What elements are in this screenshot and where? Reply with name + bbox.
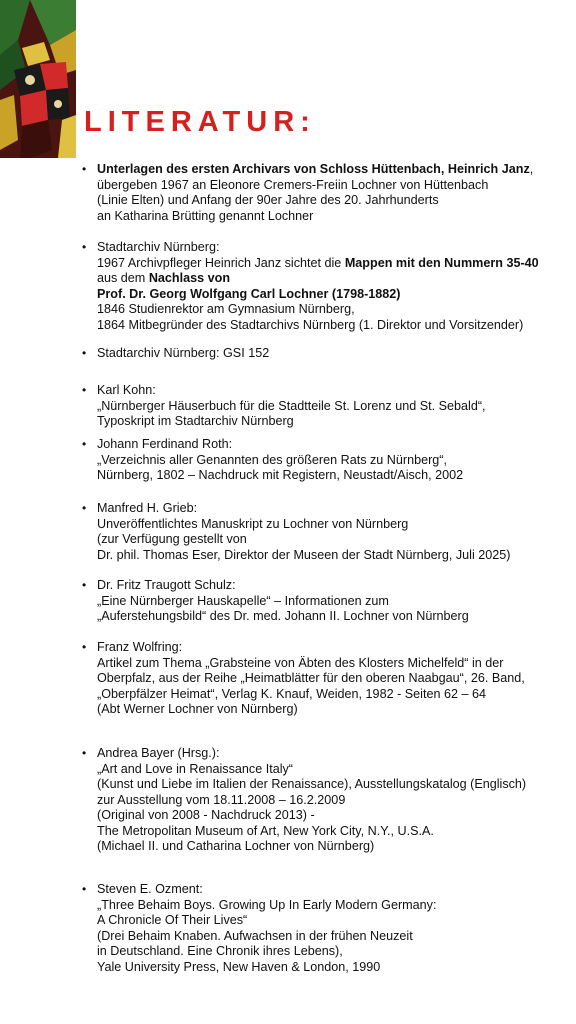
literature-entry [82, 240, 562, 333]
entry-text: Stadtarchiv Nürnberg: GSI 152 [97, 346, 270, 360]
entry-text: Artikel zum Thema „Grabsteine von Äbten des Klosters Michelfeld“ in der [97, 655, 504, 670]
entry-text: Johann Ferdinand Roth: [97, 437, 233, 451]
entry-text: (Michael II. und Catharina Lochner von Nürnberg) [97, 839, 375, 853]
entry-line [97, 808, 562, 824]
entry-line [97, 746, 562, 762]
entry-text: Steven E. Ozment: [97, 882, 203, 896]
entry-text: Franz Wolfring: [97, 640, 183, 654]
entry-line [97, 671, 562, 687]
literature-entry [82, 882, 562, 975]
entry-line [97, 162, 562, 178]
entry-text: The Metropolitan Museum of Art, New York City, N.Y., U.S.A. [97, 823, 434, 838]
entry-text: 1864 Mitbegründer des Stadtarchivs Nürnberg (1. Direktor und Vorsitzender) [97, 317, 524, 332]
entry-line [97, 882, 562, 898]
entry-line [97, 944, 562, 960]
entry-line [97, 209, 562, 225]
bullet-point: • [82, 882, 87, 896]
entry-line [97, 287, 562, 303]
entry-text: A Chronicle Of Their Lives“ [97, 913, 248, 927]
entry-text: 1846 Studienrektor am Gymnasium Nürnberg, [97, 302, 355, 316]
entry-line [97, 777, 562, 793]
entry-text: Andrea Bayer (Hrsg.): [97, 746, 220, 760]
bold-text: Prof. Dr. Georg Wolfgang Carl Lochner (1798-1882) [97, 286, 401, 301]
entry-line [97, 414, 562, 430]
entry-text: Dr. phil. Thomas Eser, Direktor der Museen der Stadt Nürnberg, Juli 2025) [97, 547, 511, 562]
entry-line [97, 839, 562, 855]
entry-line [97, 929, 562, 945]
entry-line [97, 594, 562, 610]
entry-text: „Art and Love in Renaissance Italy“ [97, 761, 294, 776]
entry-text: Stadtarchiv Nürnberg: [97, 240, 220, 254]
entry-line [97, 178, 562, 194]
entry-text: (Abt Werner Lochner von Nürnberg) [97, 702, 298, 716]
entry-text: Nürnberg, 1802 – Nachdruck mit Registern, Neustadt/Aisch, 2002 [97, 468, 464, 482]
entry-line [97, 318, 562, 334]
page-title: LITERATUR: [84, 106, 316, 138]
literature-entry [82, 162, 562, 224]
entry-text: übergeben 1967 an Eleonore Cremers-Freiin Lochner von Hüttenbach [97, 177, 489, 192]
entry-text: an Katharina Brütting genannt Lochner [97, 208, 314, 223]
entry-text: Karl Kohn: [97, 383, 156, 397]
entry-text: Dr. Fritz Traugott Schulz: [97, 578, 236, 592]
coat-of-arms-image [0, 0, 76, 158]
bullet-point: • [82, 501, 87, 515]
entry-text: (Kunst und Liebe im Italien der Renaissance), Ausstellungskatalog (Englisch) [97, 777, 527, 791]
entry-text: in Deutschland. Eine Chronik ihres Lebens), [97, 944, 343, 958]
entry-text: (zur Verfügung gestellt von [97, 532, 247, 546]
entry-text: Yale University Press, New Haven & London, 1990 [97, 959, 381, 974]
entry-line [97, 501, 562, 517]
coat-of-arms-graphic [0, 0, 76, 158]
bullet-point: • [82, 240, 87, 254]
entry-text: 1967 Archivpfleger Heinrich Janz sichtet die [97, 255, 345, 270]
entry-line [97, 640, 562, 656]
entry-line [97, 762, 562, 778]
entry-line [97, 271, 562, 287]
entry-text: , [529, 162, 534, 176]
entry-text: Oberpfalz, aus der Reihe „Heimatblätter für den oberen Naabgau“, 26. Band, [97, 671, 525, 685]
entry-text: „Verzeichnis aller Genannten des größeren Rats zu Nürnberg“, [97, 452, 448, 467]
bullet-point: • [82, 162, 87, 176]
entry-text: „Oberpfälzer Heimat“, Verlag K. Knauf, Weiden, 1982 - Seiten 62 – 64 [97, 686, 486, 701]
entry-text: aus dem [97, 271, 149, 285]
bullet-point: • [82, 746, 87, 760]
entry-text: „Auferstehungsbild“ des Dr. med. Johann II. Lochner von Nürnberg [97, 609, 469, 623]
entry-line [97, 517, 562, 533]
bold-text: Mappen mit den Nummern 35-40 [344, 255, 539, 270]
entry-line [97, 383, 562, 399]
entry-line [97, 824, 562, 840]
entry-line [97, 453, 562, 469]
entry-text: „Three Behaim Boys. Growing Up In Early Modern Germany: [97, 897, 437, 912]
literature-entry [82, 383, 562, 430]
literature-entry [82, 346, 562, 362]
bullet-point: • [82, 640, 87, 654]
literature-entry [82, 640, 562, 718]
bullet-point: • [82, 383, 87, 397]
bold-text: Unterlagen des ersten Archivars von Schloss Hüttenbach, Heinrich Janz [97, 162, 530, 176]
entry-line [97, 793, 562, 809]
entry-line [97, 656, 562, 672]
entry-text: „Eine Nürnberger Hauskapelle“ – Informationen zum [97, 593, 389, 608]
literature-entry [82, 437, 562, 484]
entry-line [97, 578, 562, 594]
entry-line [97, 468, 562, 484]
entry-text: „Nürnberger Häuserbuch für die Stadtteile St. Lorenz und St. Sebald“, [97, 398, 486, 413]
entry-text: Typoskript im Stadtarchiv Nürnberg [97, 414, 294, 428]
literature-entry [82, 501, 562, 563]
entry-line [97, 193, 562, 209]
entry-line [97, 913, 562, 929]
bold-text: Nachlass von [148, 271, 231, 285]
entry-line [97, 898, 562, 914]
entry-line [97, 532, 562, 548]
literature-entry [82, 746, 562, 855]
bullet-point: • [82, 437, 87, 451]
entry-line [97, 687, 562, 703]
entry-line [97, 702, 562, 718]
entry-line [97, 256, 562, 272]
entry-text: Unveröffentlichtes Manuskript zu Lochner von Nürnberg [97, 516, 409, 531]
entry-text: (Original von 2008 - Nachdruck 2013) - [97, 808, 315, 822]
entry-line [97, 346, 562, 362]
entry-text: (Drei Behaim Knaben. Aufwachsen in der frühen Neuzeit [97, 928, 413, 943]
entry-text: zur Ausstellung vom 18.11.2008 – 16.2.2009 [97, 792, 346, 807]
entry-line [97, 240, 562, 256]
entry-text: (Linie Elten) und Anfang der 90er Jahre des 20. Jahrhunderts [97, 193, 439, 207]
bullet-point: • [82, 346, 87, 360]
entry-line [97, 302, 562, 318]
entry-line [97, 437, 562, 453]
entry-line [97, 548, 562, 564]
entry-line [97, 960, 562, 976]
bullet-point: • [82, 578, 87, 592]
entry-line [97, 609, 562, 625]
literature-entry [82, 578, 562, 625]
entry-text: Manfred H. Grieb: [97, 501, 198, 515]
entry-line [97, 399, 562, 415]
